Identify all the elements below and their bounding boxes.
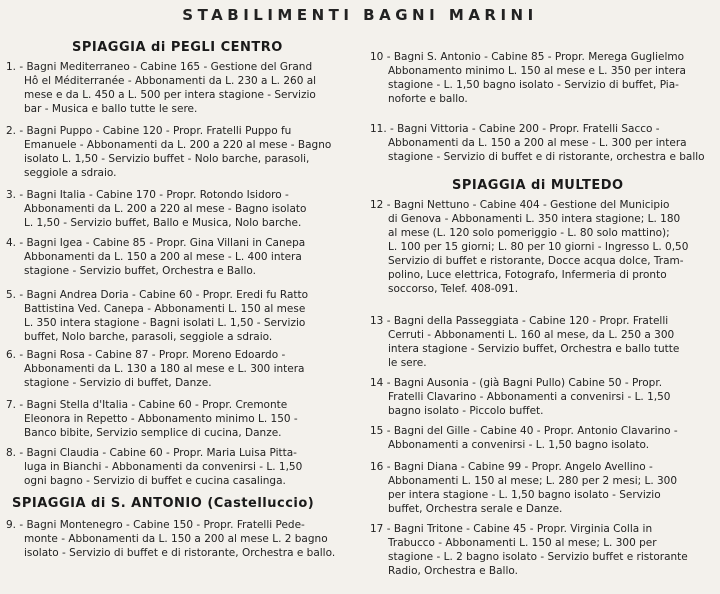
entry-line: Fratelli Clavarino - Abbonamenti a convenirsi - L. 1,50 bbox=[388, 391, 671, 403]
entry-line: Eleonora in Repetto - Abbonamento minimo L. 150 - bbox=[24, 413, 298, 425]
entry-line: al mese (L. 120 solo pomeriggio - L. 80 solo mattino); bbox=[388, 227, 670, 239]
entry-line: monte - Abbonamenti da L. 150 a 200 al mese L. 2 bagno bbox=[24, 533, 328, 545]
entry-line: Abbonamenti da L. 150 a 200 al mese - L. 300 per intera bbox=[388, 137, 687, 149]
entry-11 bbox=[370, 122, 705, 164]
entry-6 bbox=[6, 348, 304, 390]
entry-line: stagione - Servizio di buffet, Danze. bbox=[24, 377, 212, 389]
entry-line: stagione - Servizio di buffet e di ristorante, orchestra e ballo bbox=[388, 151, 705, 163]
entry-line: 11. - Bagni Vittoria - Cabine 200 - Propr. Fratelli Sacco - bbox=[370, 123, 660, 135]
entry-line: 7. - Bagni Stella d'Italia - Cabine 60 - Propr. Cremonte bbox=[6, 399, 288, 411]
entry-16 bbox=[370, 460, 677, 516]
entry-13 bbox=[370, 314, 679, 370]
entry-line: buffet, Nolo barche, parasoli, seggiole a sdraio. bbox=[24, 331, 273, 343]
entry-5 bbox=[6, 288, 308, 344]
entry-line: buffet, Orchestra serale e Danze. bbox=[388, 503, 563, 515]
entry-line: Cerruti - Abbonamenti L. 160 al mese, da L. 250 a 300 bbox=[388, 329, 675, 341]
entry-1 bbox=[6, 60, 316, 116]
entry-line: Abbonamenti da L. 130 a 180 al mese e L. 300 intera bbox=[24, 363, 305, 375]
entry-line: Emanuele - Abbonamenti da L. 200 a 220 al mese - Bagno bbox=[24, 139, 332, 151]
entry-line: isolato - Servizio di buffet e di ristorante, Orchestra e ballo. bbox=[24, 547, 336, 559]
section-heading-pegli: SPIAGGIA di PEGLI CENTRO bbox=[72, 40, 283, 55]
entry-line: 5. - Bagni Andrea Doria - Cabine 60 - Propr. Eredi fu Ratto bbox=[6, 289, 309, 301]
entry-line: 4. - Bagni Igea - Cabine 85 - Propr. Gina Villani in Canepa bbox=[6, 237, 306, 249]
entry-line: L. 1,50 - Servizio buffet, Ballo e Musica, Nolo barche. bbox=[24, 217, 302, 229]
entry-line: polino, Luce elettrica, Fotografo, Infermeria di pronto bbox=[388, 269, 667, 281]
entry-line: Battistina Ved. Canepa - Abbonamenti L. 150 al mese bbox=[24, 303, 306, 315]
entry-line: stagione - L. 2 bagno isolato - Servizio buffet e ristorante bbox=[388, 551, 688, 563]
entry-line: 13 - Bagni della Passeggiata - Cabine 120 - Propr. Fratelli bbox=[370, 315, 669, 327]
entry-line: Radio, Orchestra e Ballo. bbox=[388, 565, 518, 577]
entry-line: stagione - L. 1,50 bagno isolato - Servizio di buffet, Pia- bbox=[388, 79, 679, 91]
entry-9 bbox=[6, 518, 335, 560]
entry-line: bagno isolato - Piccolo buffet. bbox=[388, 405, 544, 417]
entry-3 bbox=[6, 188, 306, 230]
entry-2 bbox=[6, 124, 331, 180]
entry-line: 14 - Bagni Ausonia - (già Bagni Pullo) Cabine 50 - Propr. bbox=[370, 377, 663, 389]
entry-line: stagione - Servizio buffet, Orchestra e Ballo. bbox=[24, 265, 256, 277]
entry-line: L. 100 per 15 giorni; L. 80 per 10 giorni - Ingresso L. 0,50 bbox=[388, 241, 689, 253]
entry-line: le sere. bbox=[388, 357, 427, 369]
entry-line: 3. - Bagni Italia - Cabine 170 - Propr. Rotondo Isidoro - bbox=[6, 189, 289, 201]
entry-line: Trabucco - Abbonamenti L. 150 al mese; L. 300 per bbox=[388, 537, 657, 549]
entry-line: isolato L. 1,50 - Servizio buffet - Nolo barche, parasoli, bbox=[24, 153, 310, 165]
entry-line: noforte e ballo. bbox=[388, 93, 468, 105]
entry-line: Banco bibite, Servizio semplice di cucina, Danze. bbox=[24, 427, 282, 439]
entry-line: 12 - Bagni Nettuno - Cabine 404 - Gestione del Municipio bbox=[370, 199, 670, 211]
entry-8 bbox=[6, 446, 302, 488]
entry-line: 8. - Bagni Claudia - Cabine 60 - Propr. Maria Luisa Pitta- bbox=[6, 447, 297, 459]
entry-15 bbox=[370, 424, 678, 452]
entry-line: 2. - Bagni Puppo - Cabine 120 - Propr. Fratelli Puppo fu bbox=[6, 125, 292, 137]
entry-7 bbox=[6, 398, 298, 440]
entry-4 bbox=[6, 236, 305, 278]
entry-line: luga in Bianchi - Abbonamenti da convenirsi - L. 1,50 bbox=[24, 461, 303, 473]
entry-10 bbox=[370, 50, 686, 106]
entry-line: Abbonamenti a convenirsi - L. 1,50 bagno isolato. bbox=[388, 439, 650, 451]
entry-line: seggiole a sdraio. bbox=[24, 167, 117, 179]
entry-line: bar - Musica e ballo tutte le sere. bbox=[24, 103, 198, 115]
entry-line: Abbonamenti L. 150 al mese; L. 280 per 2 mesi; L. 300 bbox=[388, 475, 678, 487]
entry-line: 17 - Bagni Tritone - Cabine 45 - Propr. Virginia Colla in bbox=[370, 523, 653, 535]
entry-line: 16 - Bagni Diana - Cabine 99 - Propr. Angelo Avellino - bbox=[370, 461, 653, 473]
entry-line: Hô el Méditerranée - Abbonamenti da L. 230 a L. 260 al bbox=[24, 75, 317, 87]
entry-line: Servizio di buffet e ristorante, Docce acqua dolce, Tram- bbox=[388, 255, 684, 267]
entry-line: intera stagione - Servizio buffet, Orchestra e ballo tutte bbox=[388, 343, 680, 355]
entry-line: Abbonamenti da L. 200 a 220 al mese - Bagno isolato bbox=[24, 203, 307, 215]
entry-line: 9. - Bagni Montenegro - Cabine 150 - Propr. Fratelli Pede- bbox=[6, 519, 305, 531]
entry-line: 6. - Bagni Rosa - Cabine 87 - Propr. Moreno Edoardo - bbox=[6, 349, 286, 361]
entry-line: 1. - Bagni Mediterraneo - Cabine 165 - Gestione del Grand bbox=[6, 61, 313, 73]
entry-line: Abbonamento minimo L. 150 al mese e L. 350 per intera bbox=[388, 65, 686, 77]
entry-12 bbox=[370, 198, 688, 296]
entry-line: soccorso, Telef. 408-091. bbox=[388, 283, 519, 295]
section-heading-s-antonio: SPIAGGIA di S. ANTONIO (Castelluccio) bbox=[12, 496, 315, 511]
section-heading-multedo: SPIAGGIA di MULTEDO bbox=[452, 178, 624, 193]
entry-line: 15 - Bagni del Gille - Cabine 40 - Propr. Antonio Clavarino - bbox=[370, 425, 678, 437]
entry-line: per intera stagione - L. 1,50 bagno isolato - Servizio bbox=[388, 489, 661, 501]
entry-line: di Genova - Abbonamenti L. 350 intera stagione; L. 180 bbox=[388, 213, 681, 225]
page-title: STABILIMENTI BAGNI MARINI bbox=[182, 6, 538, 24]
entry-line: L. 350 intera stagione - Bagni isolati L. 1,50 - Servizio bbox=[24, 317, 306, 329]
entry-line: Abbonamenti da L. 150 a 200 al mese - L. 400 intera bbox=[24, 251, 302, 263]
entry-14 bbox=[370, 376, 671, 418]
entry-line: 10 - Bagni S. Antonio - Cabine 85 - Propr. Merega Guglielmo bbox=[370, 51, 685, 63]
entry-line: ogni bagno - Servizio di buffet e cucina casalinga. bbox=[24, 475, 286, 487]
entry-17 bbox=[370, 522, 688, 578]
entry-line: mese e da L. 450 a L. 500 per intera stagione - Servizio bbox=[24, 89, 316, 101]
